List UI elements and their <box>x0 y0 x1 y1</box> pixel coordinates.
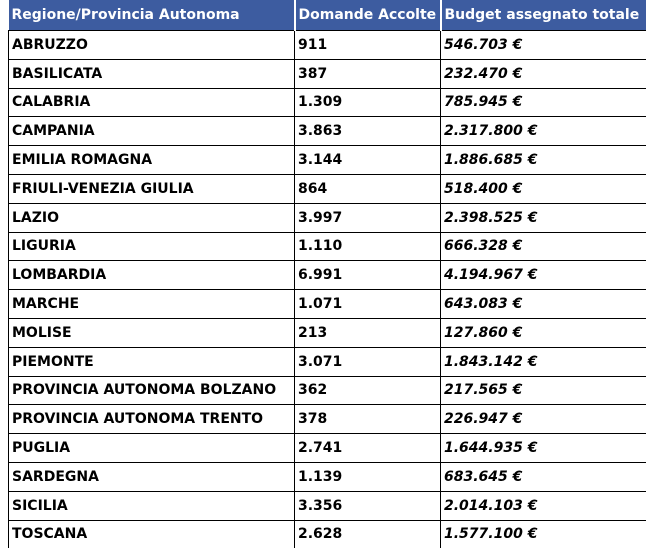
table-header-row <box>9 0 646 31</box>
budget-cell: 546.703 € <box>441 31 646 60</box>
budget-cell: 1.843.142 € <box>441 347 646 376</box>
region-cell: PROVINCIA AUTONOMA TRENTO <box>9 405 295 434</box>
table-row <box>9 376 646 405</box>
budget-cell: 666.328 € <box>441 232 646 261</box>
requests-cell: 1.110 <box>295 232 441 261</box>
region-cell: FRIULI-VENEZIA GIULIA <box>9 174 295 203</box>
budget-cell: 2.317.800 € <box>441 117 646 146</box>
requests-cell: 2.628 <box>295 520 441 548</box>
regional-budget-table <box>8 0 646 548</box>
budget-cell: 1.577.100 € <box>441 520 646 548</box>
budget-cell: 4.194.967 € <box>441 261 646 290</box>
table-row <box>9 59 646 88</box>
budget-cell: 643.083 € <box>441 290 646 319</box>
table-row <box>9 491 646 520</box>
budget-cell: 2.398.525 € <box>441 203 646 232</box>
budget-cell: 518.400 € <box>441 174 646 203</box>
budget-cell: 1.886.685 € <box>441 146 646 175</box>
table-row <box>9 232 646 261</box>
table-row <box>9 434 646 463</box>
requests-cell: 3.144 <box>295 146 441 175</box>
requests-cell: 387 <box>295 59 441 88</box>
requests-cell: 2.741 <box>295 434 441 463</box>
requests-cell: 864 <box>295 174 441 203</box>
region-cell: PUGLIA <box>9 434 295 463</box>
requests-cell: 3.863 <box>295 117 441 146</box>
requests-cell: 1.071 <box>295 290 441 319</box>
requests-cell: 6.991 <box>295 261 441 290</box>
region-cell: LOMBARDIA <box>9 261 295 290</box>
region-cell: MOLISE <box>9 318 295 347</box>
table-row <box>9 347 646 376</box>
table-row <box>9 88 646 117</box>
region-cell: EMILIA ROMAGNA <box>9 146 295 175</box>
table-row <box>9 290 646 319</box>
table-row <box>9 405 646 434</box>
table-row <box>9 146 646 175</box>
requests-cell: 1.139 <box>295 462 441 491</box>
table-row <box>9 31 646 60</box>
region-cell: ABRUZZO <box>9 31 295 60</box>
requests-cell: 213 <box>295 318 441 347</box>
region-cell: LAZIO <box>9 203 295 232</box>
table-row <box>9 174 646 203</box>
region-cell: LIGURIA <box>9 232 295 261</box>
requests-cell: 378 <box>295 405 441 434</box>
table-row <box>9 117 646 146</box>
header-accepted-requests: Domande Accolte <box>295 0 441 31</box>
budget-cell: 2.014.103 € <box>441 491 646 520</box>
requests-cell: 3.356 <box>295 491 441 520</box>
requests-cell: 3.071 <box>295 347 441 376</box>
region-cell: PROVINCIA AUTONOMA BOLZANO <box>9 376 295 405</box>
budget-cell: 683.645 € <box>441 462 646 491</box>
table-row <box>9 462 646 491</box>
requests-cell: 3.997 <box>295 203 441 232</box>
region-cell: SICILIA <box>9 491 295 520</box>
table-body <box>9 31 646 549</box>
header-total-budget: Budget assegnato totale <box>441 0 646 31</box>
region-cell: MARCHE <box>9 290 295 319</box>
table-row <box>9 261 646 290</box>
budget-cell: 232.470 € <box>441 59 646 88</box>
budget-cell: 226.947 € <box>441 405 646 434</box>
region-cell: CALABRIA <box>9 88 295 117</box>
region-cell: BASILICATA <box>9 59 295 88</box>
requests-cell: 362 <box>295 376 441 405</box>
requests-cell: 1.309 <box>295 88 441 117</box>
requests-cell: 911 <box>295 31 441 60</box>
table-row <box>9 520 646 548</box>
region-cell: CAMPANIA <box>9 117 295 146</box>
budget-cell: 785.945 € <box>441 88 646 117</box>
region-cell: PIEMONTE <box>9 347 295 376</box>
region-cell: TOSCANA <box>9 520 295 548</box>
table-row <box>9 203 646 232</box>
budget-cell: 1.644.935 € <box>441 434 646 463</box>
table-row <box>9 318 646 347</box>
region-cell: SARDEGNA <box>9 462 295 491</box>
header-region: Regione/Provincia Autonoma <box>9 0 295 31</box>
budget-cell: 127.860 € <box>441 318 646 347</box>
budget-cell: 217.565 € <box>441 376 646 405</box>
